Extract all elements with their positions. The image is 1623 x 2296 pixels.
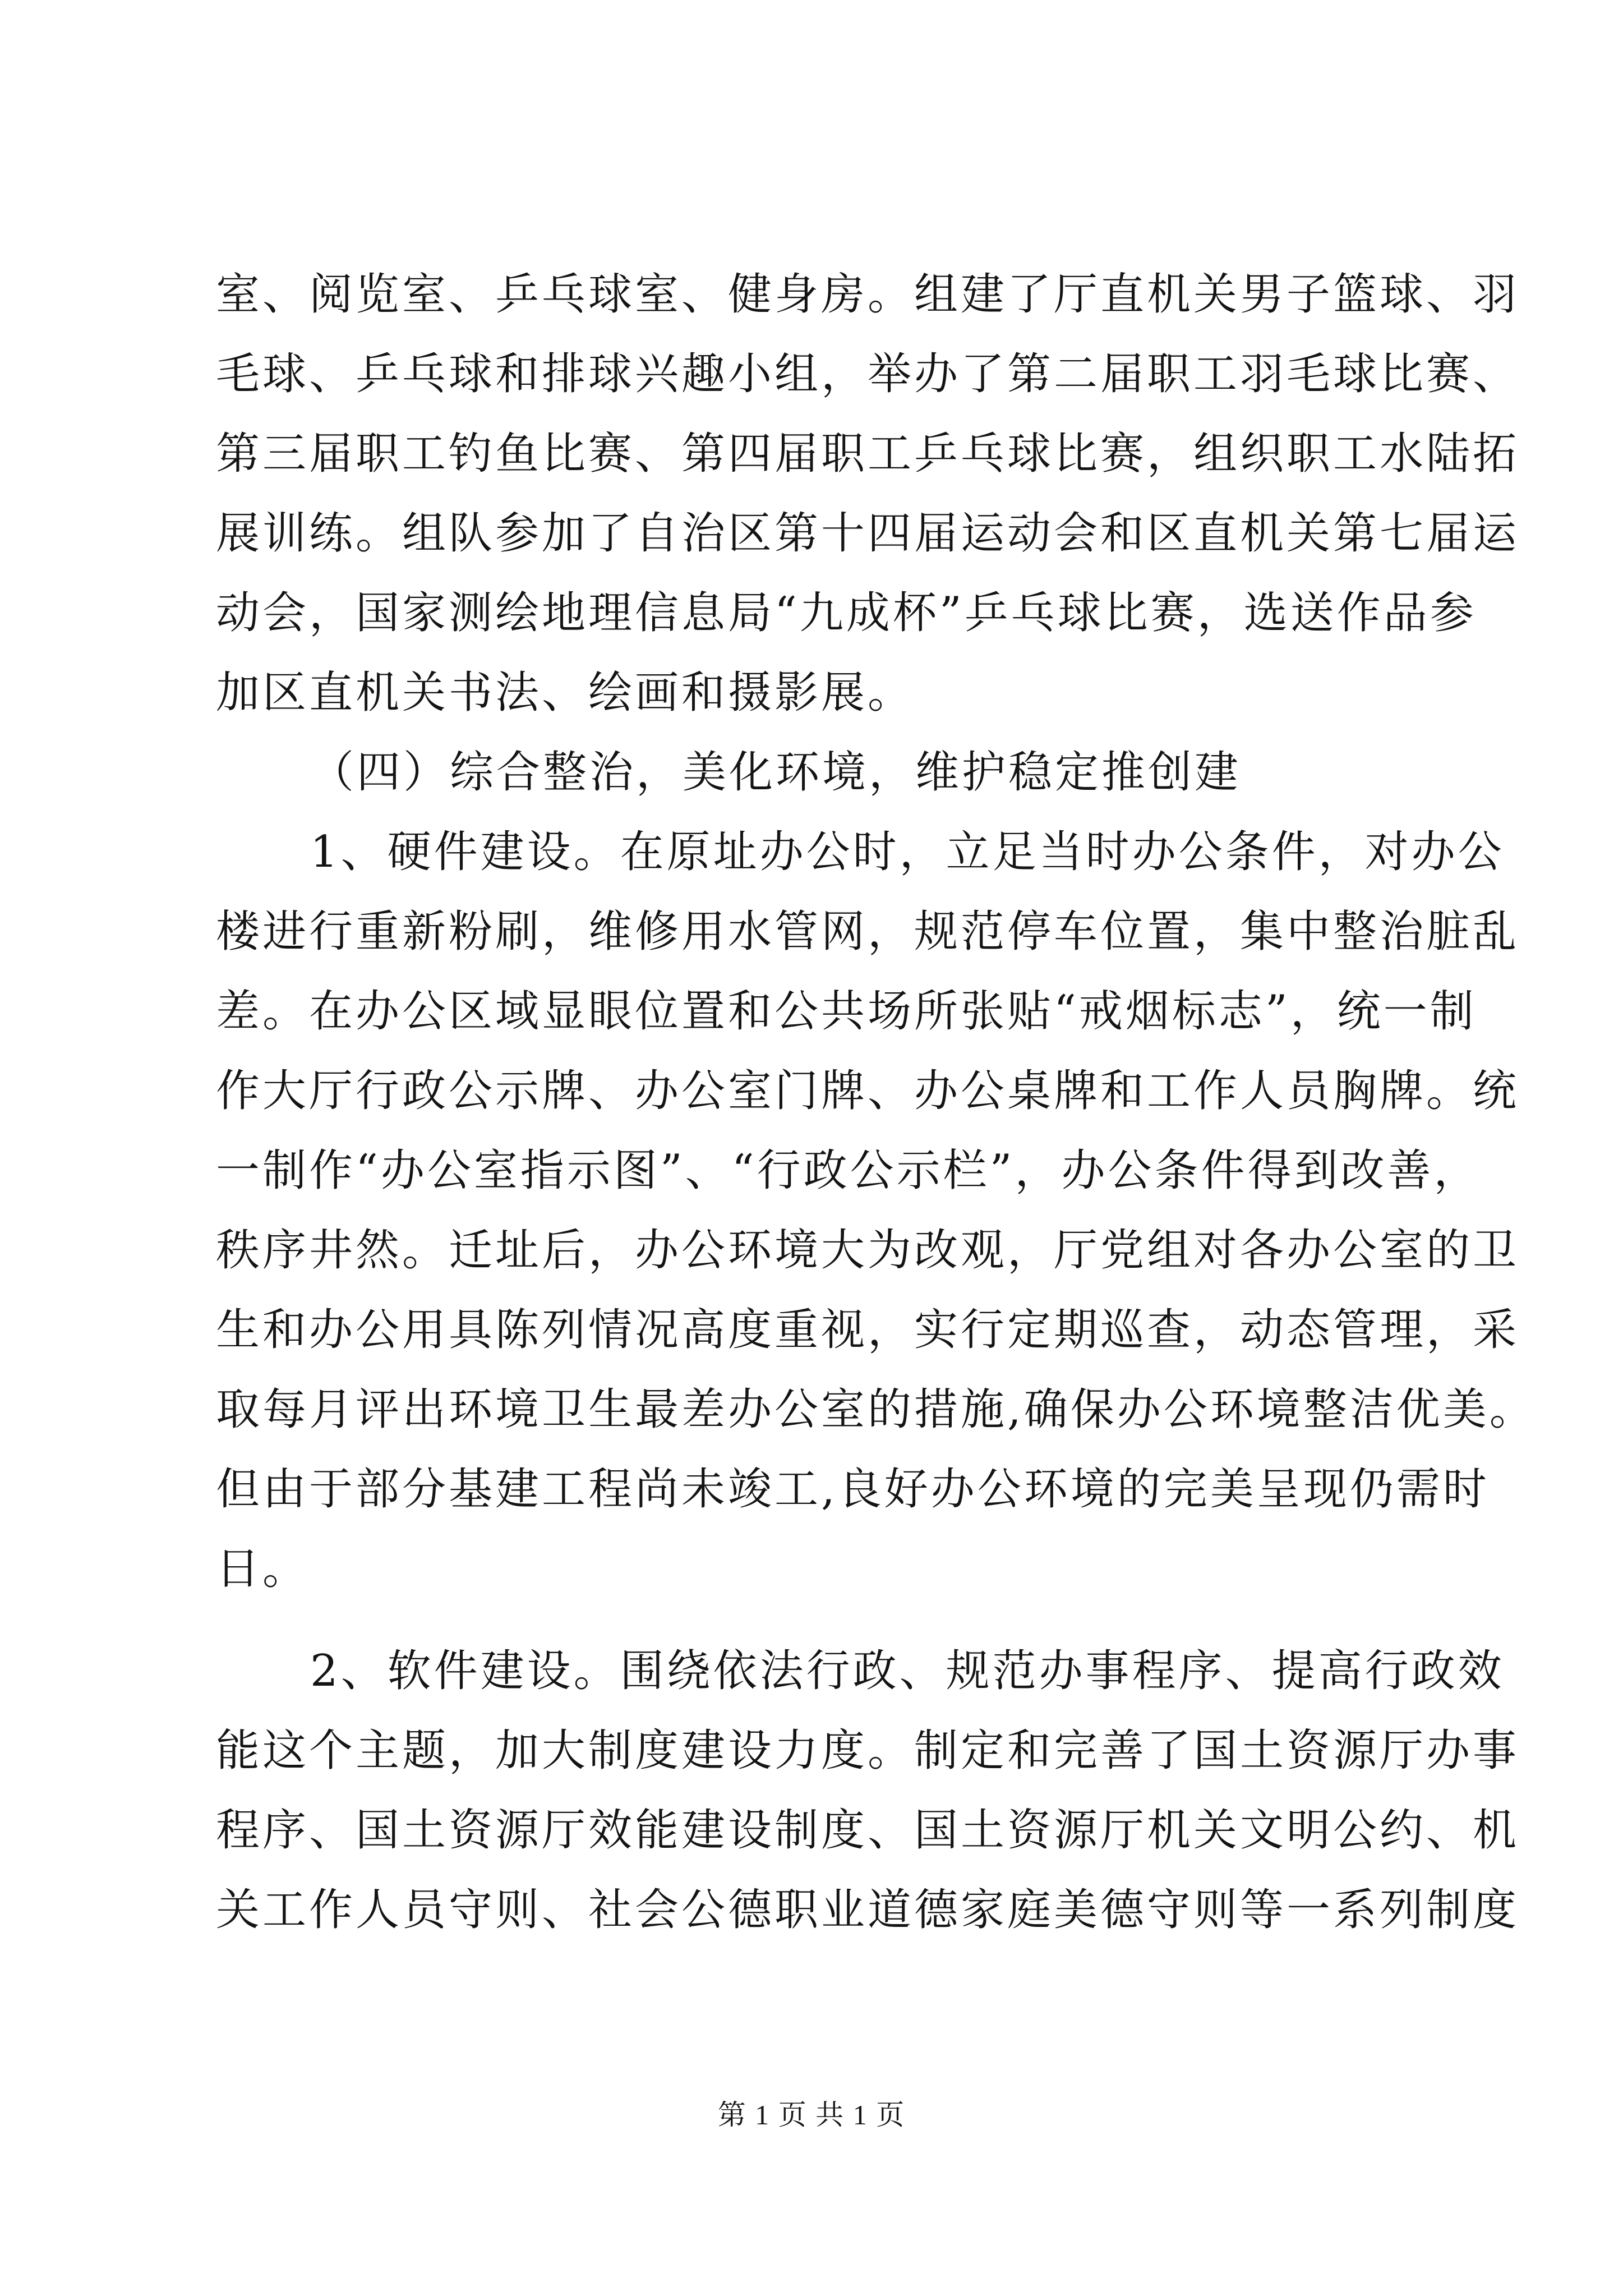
text-line: 作大厅行政公示牌、办公室门牌、办公桌牌和工作人员胸牌。统: [216, 1066, 1520, 1116]
text-line: 生和办公用具陈列情况高度重视，实行定期巡查，动态管理，采: [216, 1305, 1520, 1355]
text-line: 1、硬件建设。在原址办公时，立足当时办公条件，对办公: [310, 827, 1505, 877]
text-line: 一制作“办公室指示图”、“行政公示栏”，办公条件得到改善，: [216, 1145, 1481, 1196]
text-line: 能这个主题，加大制度建设力度。制定和完善了国土资源厅办事: [216, 1726, 1520, 1776]
text-line: 第三届职工钓鱼比赛、第四届职工乒乓球比赛，组织职工水陆拓: [216, 429, 1520, 479]
text-line: 动会，国家测绘地理信息局“九成杯”乒乓球比赛，选送作品参: [216, 588, 1477, 638]
paragraph-gap: [216, 1609, 1416, 1631]
text-line: 毛球、乒乓球和排球兴趣小组，举办了第二届职工羽毛球比赛、: [216, 349, 1520, 399]
text-line: 秩序井然。迁址后，办公环境大为改观，厅党组对各办公室的卫: [216, 1225, 1520, 1276]
text-line: 取每月评出环境卫生最差办公室的措施,确保办公环境整洁优美。: [216, 1384, 1536, 1435]
document-body: [216, 255, 1536, 1950]
page-footer: 第 1 页 共 1 页: [717, 2099, 906, 2131]
text-line: 室、阅览室、乒乓球室、健身房。组建了厅直机关男子篮球、羽: [216, 269, 1520, 320]
text-line: 日。: [216, 1544, 310, 1594]
text-line: 展训练。组队参加了自治区第十四届运动会和区直机关第七届运: [216, 508, 1520, 559]
text-line: 加区直机关书法、绘画和摄影展。: [216, 668, 915, 718]
text-line: 2、软件建设。围绕依法行政、规范办事程序、提高行政效: [310, 1646, 1505, 1696]
text-line: 楼进行重新粉刷，维修用水管网，规范停车位置，集中整治脏乱: [216, 907, 1520, 957]
text-line: 但由于部分基建工程尚未竣工,良好办公环境的完美呈现仍需时: [216, 1464, 1490, 1515]
section-heading: （四）综合整治，美化环境，维护稳定推创建: [310, 747, 1242, 798]
text-line: 关工作人员守则、社会公德职业道德家庭美德守则等一系列制度: [216, 1885, 1520, 1935]
text-line: 程序、国土资源厅效能建设制度、国土资源厅机关文明公约、机: [216, 1805, 1520, 1856]
text-line: 差。在办公区域显眼位置和公共场所张贴“戒烟标志”，统一制: [216, 986, 1477, 1037]
